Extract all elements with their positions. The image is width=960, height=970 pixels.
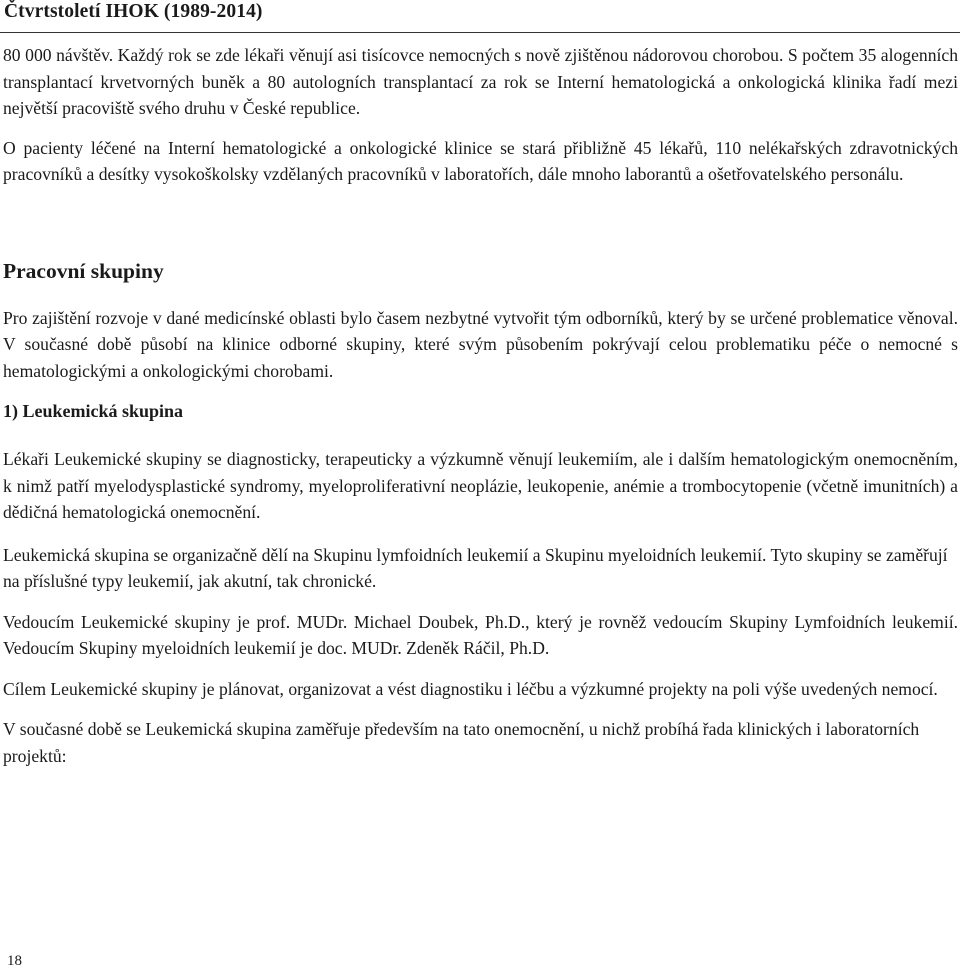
subsection-paragraph: Lékaři Leukemické skupiny se diagnosticky, terapeuticky a výzkumně věnují leukemiím, ale i dalším hematologickým onemocněním, k nimž patří myelodysplastické syndromy, myeloproliferativní neoplázie, leukopenie, anémie a trombocytopenie (včetně imunitních) a dědičná hematologická onemocnění. xyxy=(3,449,958,522)
subsection-paragraph: V současné době se Leukemická skupina zaměřuje především na tato onemocnění, u nichž probíhá řada klinických i laboratorních projektů: xyxy=(3,719,920,766)
page-header-title: Čtvrtstoletí IHOK (1989-2014) xyxy=(4,1,263,22)
intro-paragraph: O pacienty léčené na Interní hematologické a onkologické klinice se stará přibližně 45 lékařů, 110 nelékařských zdravotnických pracovníků a desítky vysokoškolsky vzdělaných pracovníků v laboratořích, dále mnoho laborantů a ošetřovatelského personálu. xyxy=(3,137,958,184)
section-heading-pracovni-skupiny: Pracovní skupiny xyxy=(3,258,164,283)
section-paragraph: Pro zajištění rozvoje v dané medicínské oblasti bylo časem nezbytné vytvořit tým odborníků, který by se určené problematice věnoval. V současné době působí na klinice odborné skupiny, které svým působením pokrývají celou problematiku péče o nemocné s hematologickými a onkologickými chorobami. xyxy=(3,307,958,381)
subsection-paragraph: Vedoucím Leukemické skupiny je prof. MUDr. Michael Doubek, Ph.D., který je rovněž vedoucím Skupiny Lymfoidních leukemií. Vedoucím Skupiny myeloidních leukemií je doc. MUDr. Zdeněk Ráčil, Ph.D. xyxy=(3,611,958,658)
subsection-paragraph: Leukemická skupina se organizačně dělí na Skupinu lymfoidních leukemií a Skupinu myeloidních leukemií. Tyto skupiny se zaměřují na příslušné typy leukemií, jak akutní, tak chronické. xyxy=(3,544,948,591)
header-divider xyxy=(0,32,960,33)
page-number: 18 xyxy=(7,953,22,969)
subsection-paragraph: Cílem Leukemické skupiny je plánovat, organizovat a vést diagnostiku i léčbu a výzkumné projekty na poli výše uvedených nemocí. xyxy=(3,678,938,699)
subsection-heading-leukemicka-skupina: 1) Leukemická skupina xyxy=(3,401,184,421)
page-content xyxy=(3,42,958,783)
intro-paragraph: 80 000 návštěv. Každý rok se zde lékaři věnují asi tisícovce nemocných s nově zjištěnou nádorovou chorobou. S počtem 35 alogenních transplantací krvetvorných buněk a 80 autologních transplantací za rok se Interní hematologická a onkologická klinika řadí mezi největší pracoviště svého druhu v České republice. xyxy=(3,45,958,118)
